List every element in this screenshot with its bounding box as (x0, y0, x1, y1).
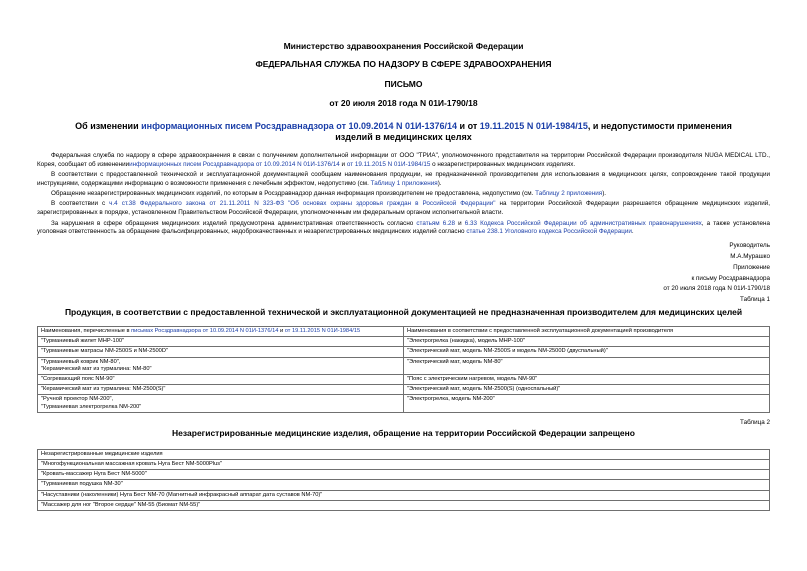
paragraph-text: и (339, 160, 347, 168)
cell-line: "Электрический мат, модель NM-2500S и модель NM-2500D (двуспальный)" (407, 348, 608, 355)
table-cell (404, 374, 770, 384)
cell-line: "Турманиевый коврик NM-80", (41, 358, 121, 365)
table-cell (38, 385, 404, 395)
table-cell: "Кровать-массажер Нуга Бест NM-5000" (38, 470, 770, 480)
table-cell: "Массажер для ног "Второе сердце" NM-55 (Биомат NM-55)" (38, 500, 770, 510)
cell-line: "Керамический мат из турмалина: NM-2500(S)" (41, 386, 166, 393)
cell-line: "Турманиевые матрасы NM-2500S и NM-2500D" (41, 348, 168, 355)
table-cell (404, 357, 770, 374)
paragraph-text: . (631, 228, 634, 236)
paragraph-text: на территории Российской Федерации разрешается обращение медицинских изделий, зарегистрированных в порядке, установленном Правительством Российской Федерации, уполномоченным им федеральным органом исполнительной власти. (37, 200, 770, 217)
signature-block (37, 241, 770, 306)
table-row (38, 459, 770, 469)
link-federal-law-323[interactable]: ч.4 ст.38 Федерального закона от 21.11.2011 N 323-ФЗ "Об основах охраны здоровья граждан в Российской Федерации" (109, 200, 496, 208)
table-cell (38, 374, 404, 384)
table-header-cell (38, 326, 404, 336)
title-link-letter-2015[interactable]: 19.11.2015 N 01И-1984/15 (479, 121, 588, 131)
table-row (38, 480, 770, 490)
table-row (38, 337, 770, 347)
header-text: и (278, 327, 285, 334)
appendix-label: Приложение (733, 263, 770, 271)
table-header-cell: Незарегистрированные медицинские изделия (38, 449, 770, 459)
cell-line: "Электрический мат, модель NM-80" (407, 358, 503, 365)
paragraph-text: и (455, 219, 465, 227)
appendix-date: от 20 июля 2018 года N 01И-1790/18 (663, 285, 770, 293)
table-cell (404, 337, 770, 347)
paragraph-1 (37, 152, 770, 170)
paragraph-text: Федеральная служба по надзору в сфере здравоохранения в связи с получением дополнительной информации от ООО "ТРИА", уполномоченного представителя на территории Российской Федерации производителя NUGA MEDICAL LTD., Корея, сообщает об изменении (37, 152, 770, 168)
link-article-238-1-uk[interactable]: статье 238.1 Уголовного кодекса Российской Федерации (466, 228, 632, 236)
table-cell: "Турманиевая подушка NM-30" (38, 480, 770, 490)
table-1 (37, 326, 770, 413)
cell-line: "Электрический мат, модель NM-2500(S) (односпальный)" (407, 386, 561, 393)
table-cell (404, 347, 770, 357)
table-row (38, 357, 770, 374)
service-name: ФЕДЕРАЛЬНАЯ СЛУЖБА ПО НАДЗОРУ В СФЕРЕ ЗДРАВООХРАНЕНИЯ (255, 59, 552, 69)
document-date-number: от 20 июля 2018 года N 01И-1790/18 (329, 98, 478, 108)
appendix-to: к письму Росздравнадзора (691, 274, 770, 282)
cell-line: "Согревающий пояс NM-90" (41, 375, 115, 382)
table-2-title: Незарегистрированные медицинские изделия, обращение на территории Российской Федерации запрещено (172, 427, 635, 438)
link-letter-2014[interactable]: письмах Росздравнадзора от 10.09.2014 N 01И-1376/14 (131, 327, 279, 334)
table-header-row (38, 449, 770, 459)
paragraph-4 (37, 200, 770, 218)
paragraph-2 (37, 171, 770, 189)
cell-line: "Электрогрелка (накидка), модель МНР-100" (407, 338, 525, 345)
header-text: Наименования, перечисленные в (41, 327, 132, 334)
table-row (38, 395, 770, 412)
title-text-pre: Об изменении (75, 121, 142, 131)
paragraph-text: Обращение незарегистрированных медицинских изделий, по которым в Росздравнадзор данная информация производителем не предоставлена, недопустимо (см. (51, 190, 536, 198)
table-row (38, 490, 770, 500)
paragraph-text: За нарушения в сфере обращения медицинских изделий предусмотрена административная ответственность согласно (51, 219, 417, 227)
table-cell (404, 385, 770, 395)
table-header-cell: Наименования в соответствии с предоставленной эксплуатационной документацией производителя (404, 326, 770, 336)
table-row (38, 470, 770, 480)
table-row (38, 500, 770, 510)
table-1-title: Продукция, в соответствии с предоставленной технической и эксплуатационной документацией не предназначенная производителем для медицинских целей (64, 306, 743, 317)
paragraph-text: ). (602, 190, 607, 198)
signer-name: М.А.Мурашко (730, 252, 770, 260)
cell-line: "Керамический мат из турмалина: NM-80" (41, 365, 152, 372)
table-row (38, 385, 770, 395)
table-1-label: Таблица 1 (740, 296, 770, 304)
signer-position: Руководитель (729, 242, 770, 250)
paragraph-5 (37, 220, 770, 238)
paragraph-text: В соответствии с предоставленной технической и эксплуатационной документацией сообщаем наименования продукции, не предназначенной производителем для использования в медицинских целях, сопровождение такой продукции инструкциями, содержащими информацию о возможности применения с лечебным эффектом, недопустимо (см. (37, 171, 770, 187)
title-text-post: , и недопустимости применения изделий в медицинских целях (335, 121, 732, 142)
cell-line: "Электрогрелка, модель NM-200" (407, 396, 495, 403)
paragraph-text: ). (437, 179, 442, 187)
link-letter-2015[interactable]: от 19.11.2015 N 01И-1984/15 (346, 160, 431, 168)
ministry-name: Министерство здравоохранения Российской Федерации (283, 41, 524, 51)
link-letter-2015[interactable]: от 19.11.2015 N 01И-1984/15 (284, 327, 361, 334)
table-cell (38, 395, 404, 412)
table-2-label: Таблица 2 (740, 418, 770, 426)
paragraph-text: В соответствии с (51, 200, 110, 208)
table-header-row (38, 326, 770, 336)
paragraph-3 (37, 190, 770, 199)
title-link-letter-2014[interactable]: информационных писем Росздравнадзора от 10.09.2014 N 01И-1376/14 (141, 121, 458, 131)
link-letter-2014[interactable]: информационных писем Росздравнадзора от 10.09.2014 N 01И-1376/14 (129, 160, 340, 168)
table-cell (38, 337, 404, 347)
paragraph-text: , а также установлена уголовная ответственность за обращение фальсифицированных, недоброкачественных и незарегистрированных медицинских изделий согласно (37, 219, 770, 236)
table-row (38, 374, 770, 384)
cell-line: "Турманиевый жилет МНР-100" (41, 338, 125, 345)
link-article-6-33-koap[interactable]: 6.33 Кодекса Российской Федерации об административных правонарушениях (464, 219, 702, 227)
title-text-mid: и от (457, 121, 480, 131)
cell-line: "Пояс с электрическим нагревом, модель NM-90" (407, 375, 538, 382)
link-article-6-28[interactable]: статьям 6.28 (416, 219, 455, 227)
document-type: ПИСЬМО (384, 79, 423, 89)
link-table-2[interactable]: Таблицу 2 приложения (535, 190, 603, 198)
cell-line: "Турманиевая электрогрелка NM-200" (41, 403, 142, 410)
table-cell: "Многофункциональная массажная кровать Нуга Бест NM-5000Plus" (38, 459, 770, 469)
paragraph-text: о незарегистрированных медицинских изделиях. (430, 160, 576, 168)
table-2 (37, 449, 770, 511)
table-row (38, 347, 770, 357)
link-table-1[interactable]: Таблицу 1 приложения (370, 179, 438, 187)
document-title (57, 121, 750, 143)
table-cell (404, 395, 770, 412)
letter-body (37, 152, 770, 237)
table-cell: "Насуставники (наколенники) Нуга Бест NM-70 (Магнитный инфракрасный аппарат дата суставов NM-70)" (38, 490, 770, 500)
cell-line: "Ручной проектор NM-200", (41, 396, 114, 403)
table-cell (38, 357, 404, 374)
table-cell (38, 347, 404, 357)
